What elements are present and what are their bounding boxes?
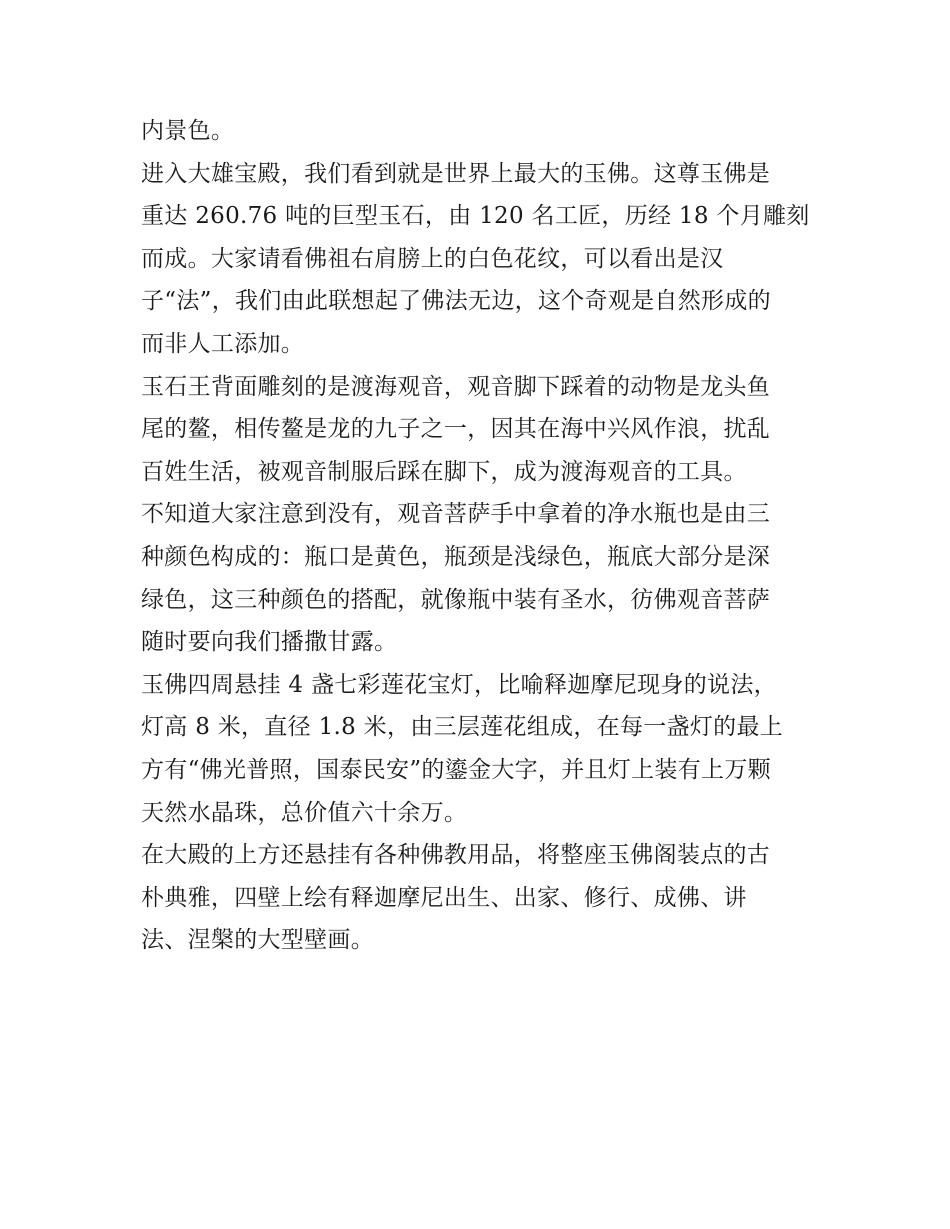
text-line: 在大殿的上方还悬挂有各种佛教用品，将整座玉佛阁装点的古 xyxy=(141,842,771,869)
text-line: 天然水晶珠，总价值六十余万。 xyxy=(141,799,468,826)
body-text xyxy=(141,110,821,962)
text-line: 法、涅槃的大型壁画。 xyxy=(141,927,374,954)
text-line: 不知道大家注意到没有，观音菩萨手中拿着的净水瓶也是由三 xyxy=(141,501,771,528)
text-line: 方有“佛光普照，国泰民安”的鎏金大字，并且灯上装有上万颗 xyxy=(141,756,771,783)
text-line: 朴典雅，四壁上绘有释迦摩尼出生、出家、修行、成佛、讲 xyxy=(141,884,747,911)
text-line: 尾的鳌，相传鳌是龙的九子之一，因其在海中兴风作浪，扰乱 xyxy=(141,416,771,443)
text-line: 种颜色构成的：瓶口是黄色，瓶颈是浅绿色，瓶底大部分是深 xyxy=(141,543,771,570)
text-line: 进入大雄宝殿，我们看到就是世界上最大的玉佛。这尊玉佛是 xyxy=(141,160,771,187)
text-line: 内景色。 xyxy=(141,118,235,144)
text-line: 玉佛四周悬挂 4 盏七彩莲花宝灯，比喻释迦摩尼现身的说法， xyxy=(141,671,777,698)
text-line: 子“法”，我们由此联想起了佛法无边，这个奇观是自然形成的 xyxy=(141,288,771,315)
text-line: 灯高 8 米，直径 1.8 米，由三层莲花组成，在每一盏灯的最上 xyxy=(141,714,784,741)
text-line: 随时要向我们播撒甘露。 xyxy=(141,629,398,656)
text-line: 重达 260.76 吨的巨型玉石，由 120 名工匠，历经 18 个月雕刻 xyxy=(141,203,810,230)
text-line: 绿色，这三种颜色的搭配，就像瓶中装有圣水，彷佛观音菩萨 xyxy=(141,586,771,613)
text-line: 玉石王背面雕刻的是渡海观音，观音脚下踩着的动物是龙头鱼 xyxy=(141,373,771,400)
text-line: 而成。大家请看佛祖右肩膀上的白色花纹，可以看出是汉 xyxy=(141,245,724,272)
text-line: 而非人工添加。 xyxy=(141,330,305,357)
text-line: 百姓生活，被观音制服后踩在脚下，成为渡海观音的工具。 xyxy=(141,458,747,485)
